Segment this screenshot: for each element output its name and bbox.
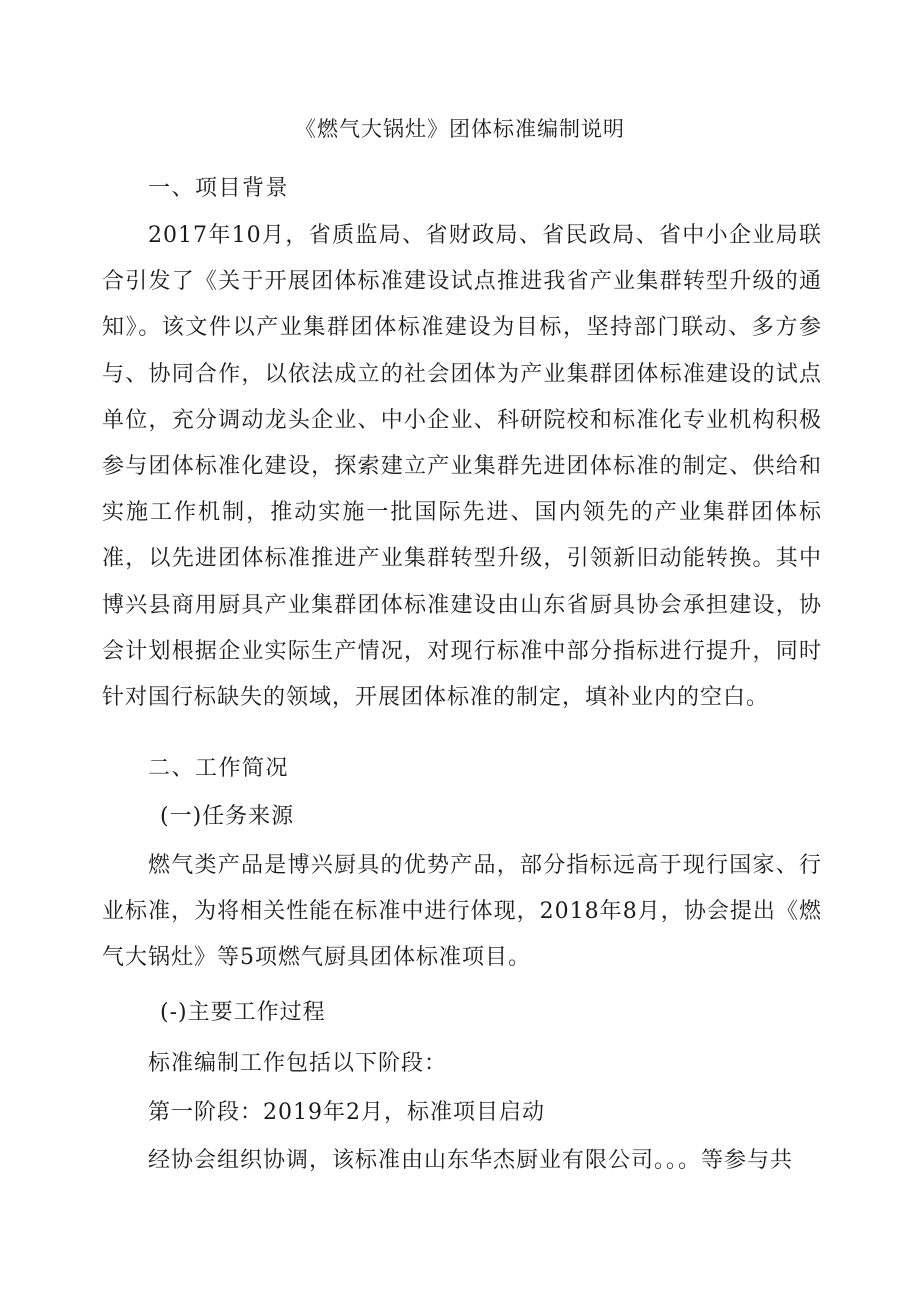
task-source-paragraph: 燃气类产品是博兴厨具的优势产品，部分指标远高于现行国家、行业标准，为将相关性能在标准中进行体现，2018年8月，协会提出《燃气大锅灶》等5项燃气厨具团体标准项目。 [102,853,822,971]
section-heading-work-overview: 二、工作简况 [148,756,290,781]
work-stages-intro: 标准编制工作包括以下阶段： [148,1051,448,1076]
background-paragraph: 2017年10月，省质监局、省财政局、省民政局、省中小企业局联合引发了《关于开展团体标准建设试点推进我省产业集群转型升级的通知》。该文件以产业集群团体标准建设为目标，坚持部门联动、多方参与、协同合作，以依法成立的社会团体为产业集群团体标准建设的试点单位，充分调动龙头企业、中小企业、科研院校和标准化专业机构积极参与团体标准化建设，探索建立产业集群先进团体标准的制定、供给和实施工作机制，推动实施一批国际先进、国内领先的产业集群团体标准，以先进团体标准推进产业集群转型升级，引领新旧动能转换。其中博兴县商用厨具产业集群团体标准建设由山东省厨具协会承担建设，协会计划根据企业实际生产情况，对现行标准中部分指标进行提升，同时针对国行标缺失的领域，开展团体标准的制定，填补业内的空白。 [102,223,822,711]
section-heading-background: 一、项目背景 [148,176,290,201]
stage-one-line: 第一阶段：2019年2月，标准项目启动 [148,1100,545,1125]
stage-one-paragraph: 经协会组织协调，该标准由山东华杰厨业有限公司。。。等参与共 [148,1148,794,1173]
subsection-heading-work-process: (-)主要工作过程 [160,1000,326,1025]
document-title: 《燃气大锅灶》团体标准编制说明 [295,117,625,141]
subsection-heading-task-source: (一)任务来源 [160,804,295,829]
